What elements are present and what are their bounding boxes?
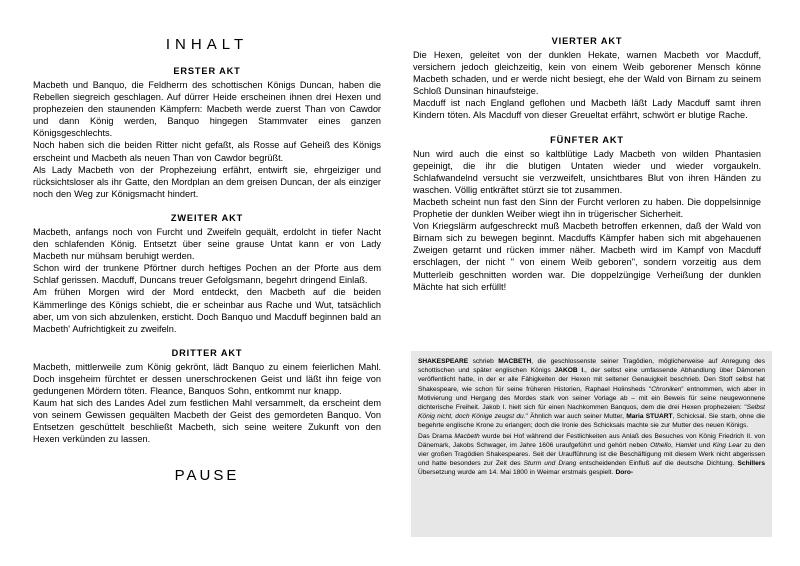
pause-label: PAUSE <box>174 467 240 485</box>
act-paragraph: Die Hexen, geleitet von der dunklen Hekate, warnen Macbeth vor Macduff, versichern jedoch gleichzeitig, kein von einem Weib geborener Mensch könne Macbeth schaden, und er werde nicht besiegt, ehe der Wald von Birnam zu seinem Schloß Dunsinan hinaufsteige. <box>413 50 761 97</box>
act-heading-zweiter: ZWEITER AKT <box>170 212 244 223</box>
act-paragraph: Macbeth scheint nun fast den Sinn der Furcht verloren zu haben. Die doppelsinnige Prophetie der dunklen Weiber wiegt ihn in trügerischer Sicherheit. <box>413 196 761 220</box>
act-heading-vierter: VIERTER AKT <box>551 36 623 46</box>
background-info-box <box>411 351 772 537</box>
act-paragraph: Von Kriegslärm aufgeschreckt muß Macbeth betroffen erkennen, daß der Wald von Birnam sich zu bewegen beginnt. Macduffs Kämpfer haben sich mit abgehauenen Zweigen getarnt und rücken immer näher. Macbeth wird im Kampf von Macduff erschlagen, der nicht " von einem Weib geboren", sondern vorzeitig aus dem Mutterleib geschnitten worden war. Die doppelzüngige Verheißung der dunklen Mächte hat sich erfüllt! <box>413 221 761 292</box>
right-column <box>413 0 761 293</box>
act-paragraph: Macbeth, mittlerweile zum König gekrönt, lädt Banquo zu einem feierlichen Mahl. Doch insgeheim fürchtet er dessen unerschrockenen Geist und läßt ihn feige von gedungenen Mördern töten. Fleance, Banquos Sohn, entkommt nur knapp. <box>33 361 381 396</box>
act-heading-dritter: DRITTER AKT <box>171 347 243 358</box>
act-paragraph: Macbeth und Banquo, die Feldherrn des schottischen Königs Duncan, haben die Rebellen siegreich geschlagen. Auf dürrer Heide erscheinen ihnen drei Hexen und prophezeien den staunenden Kämpfern: Macbeth werde zuerst Than von Cawdor und dann König werden, Banquo hingegen Stammvater eines ganzen Königsgeschlechts. <box>33 80 381 139</box>
act-paragraph: Macduff ist nach England geflohen und Macbeth läßt Lady Macduff samt ihren Kindern töten. Als Macduff von dieser Greueltat erfährt, schwört er blutige Rache. <box>413 98 761 121</box>
drama-note: Das Drama Macbeth wurde bei Hof während der Festlichkeiten aus Anlaß des Besuches von König Friedrich II. von Dänemark, Jakobs Schwager, im Jahre 1606 uraufgeführt und gehört neben Othello, Hamlet und King Lear zu den vier großen Tragödien Shakespeares. Seit der Uraufführung ist die Beschäftigung mit diesem Werk nicht abgerissen und hatte besonders zur Zeit des Sturm und Drang entscheidenden Einfluß auf die deutsche Dichtung. Schillers Übersetzung wurde am 14. Mai 1800 in Weimar erstmals gespielt. Doro- <box>418 432 766 477</box>
act-paragraph: Am frühen Morgen wird der Mord entdeckt, den Macbeth auf die beiden Kämmerlinge des Königs schiebt, die er scheinbar aus Rache und Wut, tatsächlich aber, um von sich abzulenken, ersticht. Doch Banquo und Macduff beginnen bald an Macbeth' Aufrichtigkeit zu zweifeln. <box>33 287 381 334</box>
act-heading-erster: ERSTER AKT <box>173 66 241 76</box>
act-paragraph: Schon wird der trunkene Pförtner durch heftiges Pochen an der Pforte aus dem Schlaf gerissen. Macduff, Duncans treuer Gefolgsmann, begehrt dringend Einlaß. <box>33 263 381 286</box>
act-heading-fuenfter: FÜNFTER AKT <box>550 134 624 145</box>
act-paragraph: Nun wird auch die einst so kaltblütige Lady Macbeth von wilden Phantasien gepeinigt, die ihr die blutigen Untaten wieder und wieder vorgaukeln. Schlafwandelnd versucht sie verzweifelt, unsichtbares Blut von ihren Händen zu waschen. Völlig entkräftet stürzt sie tot zusammen. <box>413 148 761 195</box>
left-column <box>33 0 381 484</box>
shakespeare-note: SHAKESPEARE schrieb MACBETH, die geschlossenste seiner Tragödien, möglicherweise auf Anregung des schottischen und später englischen Königs JAKOB I., der selbst eine umfassende Abhandlung über Dämonen veröffentlicht hatte, in der er alle Fähigkeiten der Hexen mit seltener Genauigkeit beschrieb. Den Stoff selbst hat Shakespeare, wie schon für seine früheren Historien, Raphael Holinsheds "Chroniken" entnommen, wich aber in Motivierung und Hergang des Mordes stark von seiner Vorlage ab – mit ein Beweis für seine neugewonnene dichterische Freiheit. Jakob I. hielt sich für einen Nachkommen Banquos, dem die drei Hexen prophezeien: "Selbst König nicht, doch Könige zeugst du." Ähnlich war auch seiner Mutter, Maria STUART, Schicksal. Sie starb, ohne die begehrte englische Krone zu erlangen; doch die Ironie des Schicksals machte sie zur Mutter des neuen Königs. <box>418 358 766 430</box>
page-title: INHALT <box>165 36 249 53</box>
act-paragraph: Noch haben sich die beiden Ritter nicht gefaßt, als Rosse auf Geheiß des Königs erscheint und Macbeth als neuen Than von Cawdor begrüßt. <box>33 140 381 163</box>
act-paragraph: Macbeth, anfangs noch von Furcht und Zweifeln gequält, erdolcht in tiefer Nacht den schlafenden König. Entsetzt über seine grause Untat kann er von Lady Macbeth nur mühsam beruhigt werden. <box>33 226 381 262</box>
act-paragraph: Als Lady Macbeth von der Prophezeiung erfährt, entwirft sie, ehrgeiziger und rücksichtsloser als ihr Gatte, den Mordplan an dem greisen Duncan, der als einziger noch den Weg zur Königsmacht hindert. <box>33 164 381 199</box>
act-paragraph: Kaum hat sich des Landes Adel zum festlichen Mahl versammelt, da erscheint dem von seinem Gewissen gequälten Macbeth der Geist des gemordeten Banquo. Von Entsetzen geschüttelt beschließt Macbeth, sich seine weitere Zukunft von den Hexen verkünden zu lassen. <box>33 398 381 445</box>
